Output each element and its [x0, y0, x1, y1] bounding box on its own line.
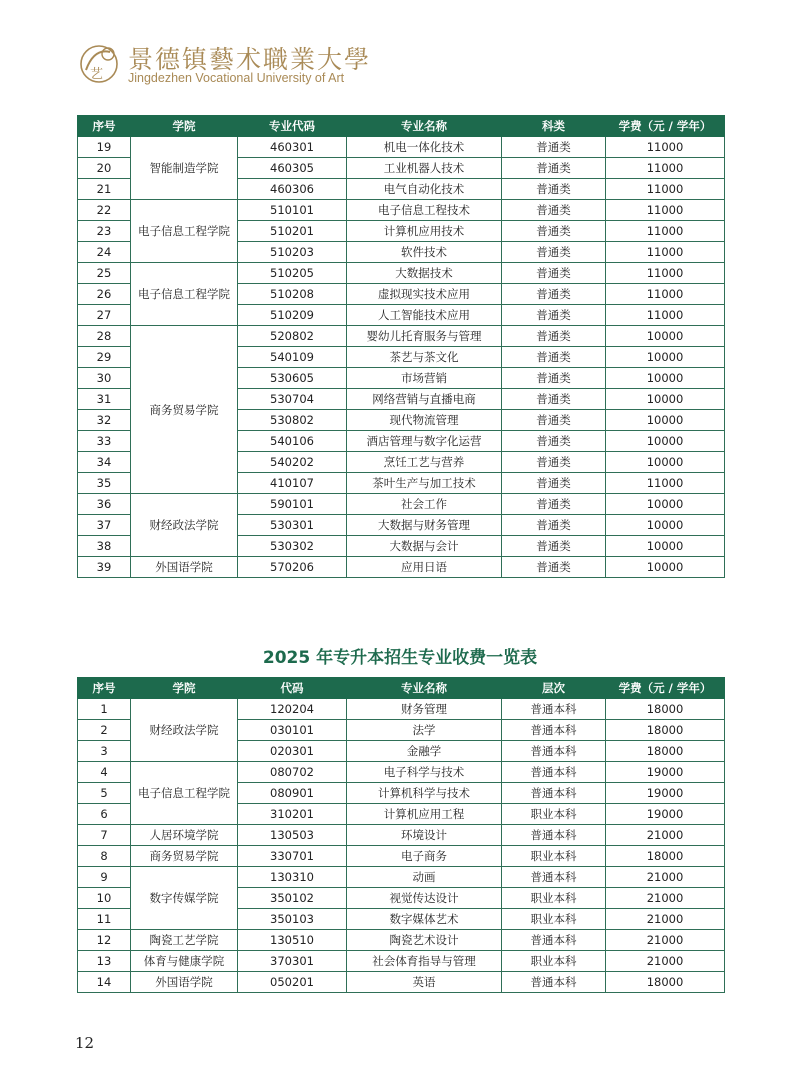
tuition-cell: 11000 [606, 137, 725, 158]
tuition-cell: 18000 [606, 741, 725, 762]
table-row [78, 930, 725, 951]
row-number-cell: 2 [78, 720, 131, 741]
column-header: 专业代码 [238, 116, 347, 137]
college-cell: 人居环境学院 [131, 825, 238, 846]
row-number-cell: 26 [78, 284, 131, 305]
major-name-cell: 酒店管理与数字化运营 [347, 431, 502, 452]
major-code-cell: 410107 [238, 473, 347, 494]
category-cell: 普通类 [502, 494, 606, 515]
table-tuition-undergrad-vocational [77, 115, 725, 578]
major-code-cell: 460305 [238, 158, 347, 179]
table-row [78, 494, 725, 515]
category-cell: 普通类 [502, 473, 606, 494]
row-number-cell: 37 [78, 515, 131, 536]
major-code-cell: 520802 [238, 326, 347, 347]
category-cell: 普通类 [502, 536, 606, 557]
category-cell: 职业本科 [502, 888, 606, 909]
college-cell: 商务贸易学院 [131, 846, 238, 867]
category-cell: 普通本科 [502, 699, 606, 720]
major-code-cell: 540202 [238, 452, 347, 473]
major-name-cell: 婴幼儿托育服务与管理 [347, 326, 502, 347]
row-number-cell: 27 [78, 305, 131, 326]
major-code-cell: 530605 [238, 368, 347, 389]
major-code-cell: 120204 [238, 699, 347, 720]
college-cell: 体育与健康学院 [131, 951, 238, 972]
table-tuition-upgrade-bachelor [77, 677, 725, 993]
major-code-cell: 530302 [238, 536, 347, 557]
category-cell: 普通类 [502, 137, 606, 158]
tuition-cell: 10000 [606, 347, 725, 368]
row-number-cell: 4 [78, 762, 131, 783]
college-cell: 陶瓷工艺学院 [131, 930, 238, 951]
major-code-cell: 330701 [238, 846, 347, 867]
column-header: 序号 [78, 116, 131, 137]
table-header-row [78, 116, 725, 137]
category-cell: 普通本科 [502, 783, 606, 804]
major-code-cell: 130510 [238, 930, 347, 951]
category-cell: 职业本科 [502, 951, 606, 972]
category-cell: 普通本科 [502, 867, 606, 888]
major-name-cell: 环境设计 [347, 825, 502, 846]
major-name-cell: 数字媒体艺术 [347, 909, 502, 930]
major-code-cell: 350103 [238, 909, 347, 930]
major-code-cell: 590101 [238, 494, 347, 515]
major-name-cell: 大数据与会计 [347, 536, 502, 557]
major-code-cell: 510209 [238, 305, 347, 326]
category-cell: 普通类 [502, 326, 606, 347]
category-cell: 普通类 [502, 179, 606, 200]
table-row [78, 200, 725, 221]
major-code-cell: 530802 [238, 410, 347, 431]
tuition-cell: 10000 [606, 536, 725, 557]
major-code-cell: 540106 [238, 431, 347, 452]
major-name-cell: 金融学 [347, 741, 502, 762]
row-number-cell: 33 [78, 431, 131, 452]
major-code-cell: 130310 [238, 867, 347, 888]
major-code-cell: 510101 [238, 200, 347, 221]
row-number-cell: 31 [78, 389, 131, 410]
row-number-cell: 5 [78, 783, 131, 804]
major-name-cell: 法学 [347, 720, 502, 741]
row-number-cell: 38 [78, 536, 131, 557]
row-number-cell: 1 [78, 699, 131, 720]
category-cell: 普通本科 [502, 741, 606, 762]
major-name-cell: 人工智能技术应用 [347, 305, 502, 326]
major-name-cell: 机电一体化技术 [347, 137, 502, 158]
category-cell: 普通本科 [502, 762, 606, 783]
tuition-cell: 11000 [606, 263, 725, 284]
row-number-cell: 28 [78, 326, 131, 347]
major-code-cell: 460306 [238, 179, 347, 200]
category-cell: 普通类 [502, 452, 606, 473]
column-header: 专业名称 [347, 678, 502, 699]
row-number-cell: 19 [78, 137, 131, 158]
major-name-cell: 工业机器人技术 [347, 158, 502, 179]
column-header: 学费（元 / 学年） [606, 678, 725, 699]
tuition-cell: 11000 [606, 473, 725, 494]
major-name-cell: 社会工作 [347, 494, 502, 515]
row-number-cell: 25 [78, 263, 131, 284]
major-name-cell: 电气自动化技术 [347, 179, 502, 200]
category-cell: 普通类 [502, 158, 606, 179]
row-number-cell: 11 [78, 909, 131, 930]
tuition-cell: 18000 [606, 846, 725, 867]
tuition-cell: 11000 [606, 305, 725, 326]
column-header: 科类 [502, 116, 606, 137]
tuition-cell: 19000 [606, 783, 725, 804]
row-number-cell: 3 [78, 741, 131, 762]
major-name-cell: 计算机应用技术 [347, 221, 502, 242]
major-code-cell: 540109 [238, 347, 347, 368]
column-header: 专业名称 [347, 116, 502, 137]
major-code-cell: 350102 [238, 888, 347, 909]
table-row [78, 137, 725, 158]
tuition-cell: 10000 [606, 326, 725, 347]
major-name-cell: 烹饪工艺与营养 [347, 452, 502, 473]
major-code-cell: 080702 [238, 762, 347, 783]
tuition-cell: 10000 [606, 557, 725, 578]
row-number-cell: 21 [78, 179, 131, 200]
major-name-cell: 计算机应用工程 [347, 804, 502, 825]
major-code-cell: 510208 [238, 284, 347, 305]
category-cell: 普通类 [502, 431, 606, 452]
table-row [78, 972, 725, 993]
tuition-cell: 10000 [606, 410, 725, 431]
row-number-cell: 29 [78, 347, 131, 368]
logo-text: 艺 [90, 67, 104, 82]
college-cell: 财经政法学院 [131, 494, 238, 557]
table-row [78, 846, 725, 867]
tuition-cell: 21000 [606, 951, 725, 972]
major-name-cell: 陶瓷艺术设计 [347, 930, 502, 951]
row-number-cell: 32 [78, 410, 131, 431]
table-row [78, 557, 725, 578]
row-number-cell: 39 [78, 557, 131, 578]
category-cell: 普通类 [502, 263, 606, 284]
table-row [78, 699, 725, 720]
category-cell: 普通类 [502, 515, 606, 536]
college-cell: 电子信息工程学院 [131, 762, 238, 825]
row-number-cell: 13 [78, 951, 131, 972]
college-cell: 电子信息工程学院 [131, 200, 238, 263]
college-cell: 外国语学院 [131, 972, 238, 993]
major-code-cell: 460301 [238, 137, 347, 158]
major-name-cell: 现代物流管理 [347, 410, 502, 431]
tuition-cell: 10000 [606, 494, 725, 515]
row-number-cell: 34 [78, 452, 131, 473]
category-cell: 普通本科 [502, 720, 606, 741]
major-name-cell: 大数据技术 [347, 263, 502, 284]
major-code-cell: 570206 [238, 557, 347, 578]
tuition-cell: 11000 [606, 158, 725, 179]
major-name-cell: 软件技术 [347, 242, 502, 263]
major-code-cell: 510203 [238, 242, 347, 263]
major-name-cell: 网络营销与直播电商 [347, 389, 502, 410]
table-row [78, 867, 725, 888]
major-code-cell: 530704 [238, 389, 347, 410]
tuition-cell: 18000 [606, 720, 725, 741]
column-header: 学院 [131, 116, 238, 137]
tuition-cell: 21000 [606, 867, 725, 888]
major-code-cell: 530301 [238, 515, 347, 536]
page-number: 12 [75, 1034, 95, 1052]
college-cell: 外国语学院 [131, 557, 238, 578]
tuition-cell: 11000 [606, 200, 725, 221]
major-name-cell: 大数据与财务管理 [347, 515, 502, 536]
university-logo [76, 40, 122, 86]
tuition-cell: 11000 [606, 179, 725, 200]
row-number-cell: 23 [78, 221, 131, 242]
row-number-cell: 8 [78, 846, 131, 867]
row-number-cell: 36 [78, 494, 131, 515]
table-row [78, 263, 725, 284]
row-number-cell: 6 [78, 804, 131, 825]
major-name-cell: 财务管理 [347, 699, 502, 720]
category-cell: 职业本科 [502, 909, 606, 930]
major-name-cell: 市场营销 [347, 368, 502, 389]
college-cell: 数字传媒学院 [131, 867, 238, 930]
major-name-cell: 虚拟现实技术应用 [347, 284, 502, 305]
major-name-cell: 电子科学与技术 [347, 762, 502, 783]
major-name-cell: 电子商务 [347, 846, 502, 867]
major-code-cell: 370301 [238, 951, 347, 972]
table2-title: 2025 年专升本招生专业收费一览表 [262, 648, 538, 668]
tuition-cell: 18000 [606, 699, 725, 720]
row-number-cell: 10 [78, 888, 131, 909]
row-number-cell: 22 [78, 200, 131, 221]
row-number-cell: 30 [78, 368, 131, 389]
row-number-cell: 14 [78, 972, 131, 993]
table-row [78, 951, 725, 972]
category-cell: 普通类 [502, 347, 606, 368]
tuition-cell: 21000 [606, 825, 725, 846]
category-cell: 普通类 [502, 221, 606, 242]
tuition-cell: 10000 [606, 515, 725, 536]
category-cell: 普通本科 [502, 972, 606, 993]
college-cell: 电子信息工程学院 [131, 263, 238, 326]
column-header: 学费（元 / 学年） [606, 116, 725, 137]
column-header: 学院 [131, 678, 238, 699]
university-name-en: Jingdezhen Vocational University of Art [128, 71, 345, 85]
major-name-cell: 茶叶生产与加工技术 [347, 473, 502, 494]
college-cell: 智能制造学院 [131, 137, 238, 200]
category-cell: 普通类 [502, 284, 606, 305]
category-cell: 普通类 [502, 368, 606, 389]
university-name-cn: 景德镇藝术職業大學 [128, 45, 372, 74]
column-header: 代码 [238, 678, 347, 699]
category-cell: 职业本科 [502, 804, 606, 825]
major-code-cell: 130503 [238, 825, 347, 846]
category-cell: 普通类 [502, 242, 606, 263]
row-number-cell: 24 [78, 242, 131, 263]
category-cell: 普通本科 [502, 825, 606, 846]
major-code-cell: 510201 [238, 221, 347, 242]
tuition-cell: 10000 [606, 431, 725, 452]
tuition-cell: 11000 [606, 221, 725, 242]
major-code-cell: 030101 [238, 720, 347, 741]
category-cell: 职业本科 [502, 846, 606, 867]
major-name-cell: 应用日语 [347, 557, 502, 578]
tuition-cell: 21000 [606, 930, 725, 951]
college-cell: 财经政法学院 [131, 699, 238, 762]
table-row [78, 762, 725, 783]
row-number-cell: 35 [78, 473, 131, 494]
column-header: 层次 [502, 678, 606, 699]
category-cell: 普通类 [502, 389, 606, 410]
table-header-row [78, 678, 725, 699]
category-cell: 普通类 [502, 305, 606, 326]
major-name-cell: 计算机科学与技术 [347, 783, 502, 804]
major-code-cell: 080901 [238, 783, 347, 804]
tuition-cell: 19000 [606, 762, 725, 783]
tuition-cell: 19000 [606, 804, 725, 825]
university-header [76, 40, 476, 90]
major-name-cell: 英语 [347, 972, 502, 993]
table-row [78, 825, 725, 846]
tuition-cell: 11000 [606, 242, 725, 263]
tuition-cell: 21000 [606, 888, 725, 909]
category-cell: 普通类 [502, 200, 606, 221]
major-name-cell: 视觉传达设计 [347, 888, 502, 909]
table-row [78, 326, 725, 347]
category-cell: 普通本科 [502, 930, 606, 951]
category-cell: 普通类 [502, 410, 606, 431]
tuition-cell: 10000 [606, 389, 725, 410]
row-number-cell: 20 [78, 158, 131, 179]
tuition-cell: 18000 [606, 972, 725, 993]
major-code-cell: 510205 [238, 263, 347, 284]
tuition-cell: 10000 [606, 452, 725, 473]
column-header: 序号 [78, 678, 131, 699]
row-number-cell: 12 [78, 930, 131, 951]
major-name-cell: 动画 [347, 867, 502, 888]
tuition-cell: 21000 [606, 909, 725, 930]
row-number-cell: 7 [78, 825, 131, 846]
tuition-cell: 10000 [606, 368, 725, 389]
category-cell: 普通类 [502, 557, 606, 578]
college-cell: 商务贸易学院 [131, 326, 238, 494]
major-name-cell: 社会体育指导与管理 [347, 951, 502, 972]
major-code-cell: 310201 [238, 804, 347, 825]
major-code-cell: 050201 [238, 972, 347, 993]
row-number-cell: 9 [78, 867, 131, 888]
tuition-cell: 11000 [606, 284, 725, 305]
major-name-cell: 电子信息工程技术 [347, 200, 502, 221]
major-code-cell: 020301 [238, 741, 347, 762]
major-name-cell: 茶艺与茶文化 [347, 347, 502, 368]
